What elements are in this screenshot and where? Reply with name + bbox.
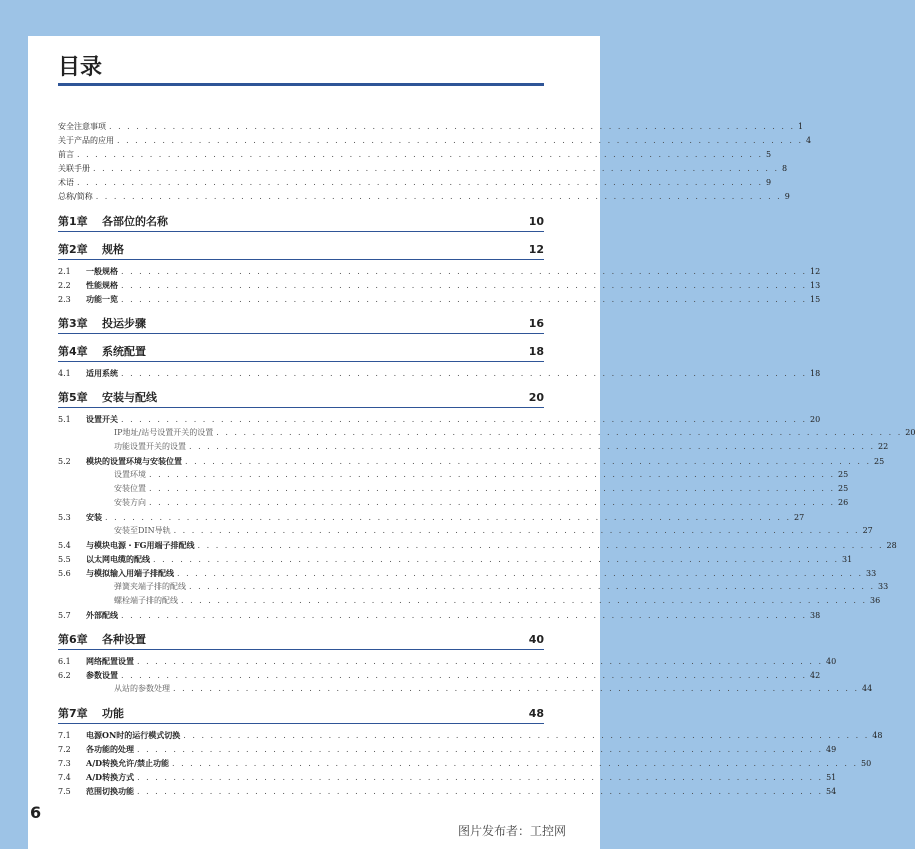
toc-entry-label: 一般规格 [86,266,118,276]
chapter-title: 投运步骤 [102,317,146,330]
toc-entry[interactable] [58,668,821,682]
toc-entry-label: 功能设置开关的设置 [114,442,186,451]
toc-entry-number: 5.5 [58,555,71,564]
toc-entry-number: 2.3 [58,295,71,304]
chapter-heading[interactable] [58,632,544,650]
toc-entry-page: 28 [886,541,897,550]
toc-leader-dots: . . . . . . . . . . . . . . . . . . . . . . . . . . . . . . . . . . . . . . . . . . . . . . . . . . . . . . . . . . . . . . . . . . . . . . . . . . . . [121,611,807,620]
chapter-page: 40 [528,633,544,646]
toc-entry-label: 关联手册 [58,164,90,173]
chapter-title: 各种设置 [102,633,146,646]
watermark-text: 图片发布者：工控网 [458,824,567,838]
toc-leader-dots: . . . . . . . . . . . . . . . . . . . . . . . . . . . . . . . . . . . . . . . . . . . . . . . . . . . . . . . . . . . . . . . . . . . . . . . . . . . . [121,267,807,276]
toc-entry[interactable] [58,510,805,524]
toc-entry[interactable] [58,580,889,594]
chapter-heading[interactable] [58,706,544,724]
toc-entry-label: 功能一览 [86,294,118,304]
table-of-contents [58,120,915,798]
toc-entry-label: 安装位置 [114,484,146,493]
chapter-number: 第1章 [58,215,88,228]
toc-leader-dots: . . . . . . . . . . . . . . . . . . . . . . . . . . . . . . . . . . . . . . . . . . . . . . . . . . . . . . . . . . . . . . . . . . . . . . . . . . . . [189,582,875,591]
toc-entry[interactable] [58,468,849,482]
toc-leader-dots: . . . . . . . . . . . . . . . . . . . . . . . . . . . . . . . . . . . . . . . . . . . . . . . . . . . . . . . . . . . . . . . . . . . . . . . . . . . . [95,192,782,201]
toc-leader-dots: . . . . . . . . . . . . . . . . . . . . . . . . . . . . . . . . . . . . . . . . . . . . . . . . . . . . . . . . . . . . . . . . . . . . . . . . . . . . [183,731,870,740]
toc-entry-label: 各功能的处理 [86,744,134,754]
toc-entry-page: 27 [862,526,873,535]
toc-entry-number: 4.1 [58,369,71,378]
toc-entry-number: 7.1 [58,731,71,740]
toc-entry-page: 9 [784,192,790,201]
toc-leader-dots: . . . . . . . . . . . . . . . . . . . . . . . . . . . . . . . . . . . . . . . . . . . . . . . . . . . . . . . . . . . . . . . . . . . . . . . . . . . . [216,428,903,437]
chapter-page: 18 [528,345,544,358]
toc-entry-page: 51 [826,773,837,782]
chapter-page: 10 [528,215,544,228]
toc-entry-page: 33 [878,582,889,591]
toc-leader-dots: . . . . . . . . . . . . . . . . . . . . . . . . . . . . . . . . . . . . . . . . . . . . . . . . . . . . . . . . . . . . . . . . . . . . . . . . . . . . [181,596,867,605]
toc-entry-number: 7.2 [58,745,71,754]
toc-leader-dots: . . . . . . . . . . . . . . . . . . . . . . . . . . . . . . . . . . . . . . . . . . . . . . . . . . . . . . . . . . . . . . . . . . . . . . . . . . . . [121,671,807,680]
toc-entry-page: 33 [866,569,877,578]
toc-entry[interactable] [58,742,837,756]
toc-entry-page: 22 [878,442,889,451]
toc-entry[interactable] [58,654,837,668]
toc-leader-dots: . . . . . . . . . . . . . . . . . . . . . . . . . . . . . . . . . . . . . . . . . . . . . . . . . . . . . . . . . . . . . . . . . . . . . . . . . . . . [137,773,824,782]
chapter-page: 48 [528,707,544,720]
chapter-number: 第4章 [58,345,88,358]
toc-entry-label: 术语 [58,178,74,187]
toc-entry-label: 螺栓端子排的配线 [114,596,178,605]
toc-entry-page: 1 [798,122,804,131]
toc-leader-dots: . . . . . . . . . . . . . . . . . . . . . . . . . . . . . . . . . . . . . . . . . . . . . . . . . . . . . . . . . . . . . . . . . . . . . . . . . . . . [177,569,863,578]
chapter-page: 20 [528,391,544,404]
toc-leader-dots: . . . . . . . . . . . . . . . . . . . . . . . . . . . . . . . . . . . . . . . . . . . . . . . . . . . . . . . . . . . . . . . . . . . . . . . . . . . . [189,442,875,451]
toc-entry-page: 48 [872,731,883,740]
toc-entry[interactable] [58,454,885,468]
toc-entry[interactable] [58,426,915,440]
toc-entry[interactable] [58,440,889,454]
toc-entry-number: 2.2 [58,281,71,290]
chapter-title: 功能 [102,707,124,720]
toc-entry-number: 5.1 [58,415,71,424]
toc-entry[interactable] [58,728,883,742]
toc-entry-page: 25 [838,470,849,479]
toc-entry-page: 40 [826,657,837,666]
toc-entry-label: 安装方向 [114,498,146,507]
page-number: 6 [30,803,42,822]
toc-leader-dots: . . . . . . . . . . . . . . . . . . . . . . . . . . . . . . . . . . . . . . . . . . . . . . . . . . . . . . . . . . . . . . . . . . . . . . . . . . . . [137,745,823,754]
toc-entry-label: 与模块电源・FG用端子排配线 [86,540,195,550]
toc-leader-dots: . . . . . . . . . . . . . . . . . . . . . . . . . . . . . . . . . . . . . . . . . . . . . . . . . . . . . . . . . . . . . . . . . . . . . . . . . . . . [149,498,835,507]
toc-leader-dots: . . . . . . . . . . . . . . . . . . . . . . . . . . . . . . . . . . . . . . . . . . . . . . . . . . . . . . . . . . . . . . . . . . . . . . . . . . . . [173,684,859,693]
toc-entry[interactable] [58,120,804,134]
toc-entry-number: 2.1 [58,267,71,276]
toc-entry-page: 15 [810,295,821,304]
toc-entry[interactable] [58,496,849,510]
toc-leader-dots: . . . . . . . . . . . . . . . . . . . . . . . . . . . . . . . . . . . . . . . . . . . . . . . . . . . . . . . . . . . . . . . . . . . . . . . . . . . . [153,555,839,564]
toc-entry-page: 42 [810,671,821,680]
toc-leader-dots: . . . . . . . . . . . . . . . . . . . . . . . . . . . . . . . . . . . . . . . . . . . . . . . . . . . . . . . . . . . . . . . . . . . . . . . . . . . . [105,513,791,522]
toc-leader-dots: . . . . . . . . . . . . . . . . . . . . . . . . . . . . . . . . . . . . . . . . . . . . . . . . . . . . . . . . . . . . . . . . . . . . . . . . . . . . [137,787,823,796]
toc-entry-page: 54 [826,787,837,796]
toc-entry-label: 电源ON时的运行模式切换 [86,730,181,740]
chapter-number: 第5章 [58,391,88,404]
chapter-page: 12 [528,243,544,256]
toc-leader-dots: . . . . . . . . . . . . . . . . . . . . . . . . . . . . . . . . . . . . . . . . . . . . . . . . . . . . . . . . . . . . . . . . . . . . . . . . . . . . [109,122,795,131]
toc-entry-label: 从站的参数处理 [114,684,170,693]
toc-entry-number: 5.6 [58,569,71,578]
toc-entry-page: 44 [862,684,873,693]
toc-leader-dots: . . . . . . . . . . . . . . . . . . . . . . . . . . . . . . . . . . . . . . . . . . . . . . . . . . . . . . . . . . . . . . . . . . . . . . . . . . . . [77,178,763,187]
toc-entry-label: 与模拟输入用端子排配线 [86,568,174,578]
toc-entry-label: 性能规格 [86,280,118,290]
toc-entry-page: 50 [861,759,872,768]
toc-entry-label: 设置开关 [86,414,118,424]
toc-entry-number: 7.5 [58,787,71,796]
toc-entry-label: 模块的设置环境与安装位置 [86,456,182,466]
toc-entry-page: 27 [794,513,805,522]
toc-leader-dots: . . . . . . . . . . . . . . . . . . . . . . . . . . . . . . . . . . . . . . . . . . . . . . . . . . . . . . . . . . . . . . . . . . . . . . . . . . . . [117,136,803,145]
toc-entry[interactable] [58,770,837,784]
toc-entry[interactable] [58,292,821,306]
toc-leader-dots: . . . . . . . . . . . . . . . . . . . . . . . . . . . . . . . . . . . . . . . . . . . . . . . . . . . . . . . . . . . . . . . . . . . . . . . . . . . . [173,526,860,535]
toc-entry[interactable] [58,552,853,566]
toc-entry-page: 4 [806,136,812,145]
toc-entry-number: 5.3 [58,513,71,522]
toc-entry-page: 49 [826,745,837,754]
toc-entry-number: 6.2 [58,671,71,680]
toc-leader-dots: . . . . . . . . . . . . . . . . . . . . . . . . . . . . . . . . . . . . . . . . . . . . . . . . . . . . . . . . . . . . . . . . . . . . . . . . . . . . [121,295,807,304]
toc-entry-label: 关于产品的应用 [58,136,114,145]
toc-entry-number: 6.1 [58,657,71,666]
chapter-title: 各部位的名称 [102,215,168,228]
toc-entry[interactable] [58,264,821,278]
toc-leader-dots: . . . . . . . . . . . . . . . . . . . . . . . . . . . . . . . . . . . . . . . . . . . . . . . . . . . . . . . . . . . . . . . . . . . . . . . . . . . . [137,657,823,666]
toc-entry-page: 5 [766,150,772,159]
toc-leader-dots: . . . . . . . . . . . . . . . . . . . . . . . . . . . . . . . . . . . . . . . . . . . . . . . . . . . . . . . . . . . . . . . . . . . . . . . . . . . . [121,281,807,290]
chapter-heading[interactable] [58,242,544,260]
toc-entry[interactable] [58,278,821,292]
toc-entry-label: 设置环境 [114,470,146,479]
toc-entry[interactable] [58,162,788,176]
toc-entry[interactable] [58,682,873,696]
toc-entry[interactable] [58,566,877,580]
toc-entry-page: 38 [810,611,821,620]
chapter-page: 16 [528,317,544,330]
toc-entry-label: 参数设置 [86,670,118,680]
toc-entry-number: 5.7 [58,611,71,620]
toc-entry[interactable] [58,784,837,798]
toc-entry[interactable] [58,756,872,770]
page-title: 目录 [58,50,544,86]
chapter-heading[interactable] [58,316,544,334]
toc-entry[interactable] [58,412,821,426]
toc-entry[interactable] [58,594,881,608]
toc-entry-page: 13 [810,281,821,290]
toc-entry-label: 外部配线 [86,610,118,620]
toc-entry-page: 25 [874,457,885,466]
chapter-number: 第6章 [58,633,88,646]
toc-entry[interactable] [58,524,873,538]
toc-entry-label: 弹簧夹端子排的配线 [114,582,186,591]
toc-entry[interactable] [58,538,897,552]
toc-entry-page: 20 [905,428,915,437]
toc-leader-dots: . . . . . . . . . . . . . . . . . . . . . . . . . . . . . . . . . . . . . . . . . . . . . . . . . . . . . . . . . . . . . . . . . . . . . . . . . . . . [93,164,779,173]
chapter-title: 安装与配线 [102,391,157,404]
toc-entry-number: 5.4 [58,541,71,550]
toc-entry-page: 9 [766,178,772,187]
toc-leader-dots: . . . . . . . . . . . . . . . . . . . . . . . . . . . . . . . . . . . . . . . . . . . . . . . . . . . . . . . . . . . . . . . . . . . . . . . . . . . . [77,150,763,159]
toc-leader-dots: . . . . . . . . . . . . . . . . . . . . . . . . . . . . . . . . . . . . . . . . . . . . . . . . . . . . . . . . . . . . . . . . . . . . . . . . . . . . [149,484,835,493]
toc-entry-label: 安全注意事项 [58,122,106,131]
toc-entry[interactable] [58,176,772,190]
toc-entry-label: 范围切换功能 [86,786,134,796]
chapter-title: 系统配置 [102,345,146,358]
chapter-heading[interactable] [58,390,544,408]
chapter-heading[interactable] [58,214,544,232]
toc-entry-label: 适用系统 [86,368,118,378]
toc-entry-page: 36 [870,596,881,605]
chapter-number: 第2章 [58,243,88,256]
toc-entry[interactable] [58,482,849,496]
toc-entry[interactable] [58,608,821,622]
toc-entry-page: 26 [838,498,849,507]
toc-entry-label: 总称/简称 [58,192,93,201]
toc-leader-dots: . . . . . . . . . . . . . . . . . . . . . . . . . . . . . . . . . . . . . . . . . . . . . . . . . . . . . . . . . . . . . . . . . . . . . . . . . . . . [121,369,807,378]
chapter-heading[interactable] [58,344,544,362]
chapter-title: 规格 [102,243,124,256]
toc-leader-dots: . . . . . . . . . . . . . . . . . . . . . . . . . . . . . . . . . . . . . . . . . . . . . . . . . . . . . . . . . . . . . . . . . . . . . . . . . . . . [172,759,858,768]
chapter-number: 第7章 [58,707,88,720]
toc-entry-page: 18 [810,369,821,378]
toc-entry[interactable] [58,190,790,204]
toc-entry[interactable] [58,134,812,148]
toc-entry-page: 20 [810,415,821,424]
toc-leader-dots: . . . . . . . . . . . . . . . . . . . . . . . . . . . . . . . . . . . . . . . . . . . . . . . . . . . . . . . . . . . . . . . . . . . . . . . . . . . . [185,457,871,466]
toc-entry-label: 安装至DIN导轨 [114,526,171,535]
toc-entry-page: 31 [842,555,853,564]
toc-leader-dots: . . . . . . . . . . . . . . . . . . . . . . . . . . . . . . . . . . . . . . . . . . . . . . . . . . . . . . . . . . . . . . . . . . . . . . . . . . . . [197,541,884,550]
toc-entry-label: 安装 [86,512,102,522]
toc-entry-label: 以太网电缆的配线 [86,554,150,564]
toc-entry-page: 8 [782,164,788,173]
toc-entry-page: 25 [838,484,849,493]
toc-leader-dots: . . . . . . . . . . . . . . . . . . . . . . . . . . . . . . . . . . . . . . . . . . . . . . . . . . . . . . . . . . . . . . . . . . . . . . . . . . . . [149,470,835,479]
toc-entry-number: 5.2 [58,457,71,466]
toc-entry-number: 7.3 [58,759,71,768]
chapter-number: 第3章 [58,317,88,330]
toc-entry-label: 前言 [58,150,74,159]
toc-entry-number: 7.4 [58,773,71,782]
toc-entry[interactable] [58,148,772,162]
toc-entry-label: IP地址/站号设置开关的设置 [114,428,214,437]
toc-entry-page: 12 [810,267,821,276]
toc-entry-label: 网络配置设置 [86,656,134,666]
toc-entry[interactable] [58,366,821,380]
toc-leader-dots: . . . . . . . . . . . . . . . . . . . . . . . . . . . . . . . . . . . . . . . . . . . . . . . . . . . . . . . . . . . . . . . . . . . . . . . . . . . . [121,415,807,424]
toc-entry-label: A/D转换方式 [86,772,135,782]
toc-entry-label: A/D转换允许/禁止功能 [86,758,169,768]
